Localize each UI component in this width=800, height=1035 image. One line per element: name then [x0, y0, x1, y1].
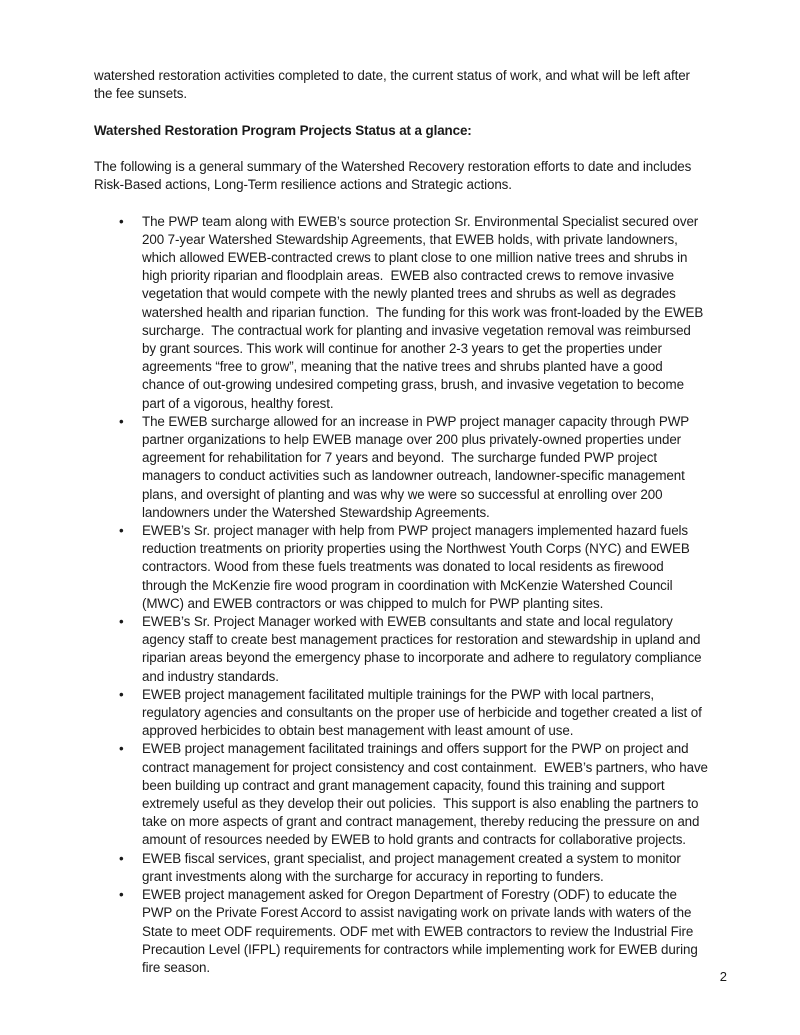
list-item: [94, 686, 708, 741]
bullet-marker: •: [119, 413, 124, 429]
list-item: [94, 850, 708, 886]
list-item-text: EWEB fiscal services, grant specialist, and project management created a system to monitor grant investments along with the surcharge for accuracy in reporting to funders.: [142, 850, 685, 884]
list-item-text: EWEB project management facilitated trainings and offers support for the PWP on project and contract management for project consistency and cost containment. EWEB’s partners, who have been building up contract and grant management capacity, found this training and support extremely useful as they develop their out policies. This support is also enabling the partners to take on more aspects of grant and contract management, thereby reducing the pressure on and amount of resources needed by EWEB to hold grants and contracts for collaborative projects.: [142, 741, 712, 848]
bullet-marker: •: [119, 686, 124, 702]
list-item-text: EWEB project management facilitated multiple trainings for the PWP with local partners, regulatory agencies and consultants on the proper use of herbicide and together created a list of approved herbicides to obtain best management with least amount of use.: [142, 686, 706, 739]
list-item: [94, 413, 708, 522]
opening-paragraph: watershed restoration activities completed to date, the current status of work, and what will be left after the fee sunsets.: [94, 68, 694, 102]
list-item-text: The EWEB surcharge allowed for an increase in PWP project manager capacity through PWP partner organizations to help EWEB manage over 200 plus privately-owned properties under agreement for rehabilitation for 7 years and beyond. The surcharge funded PWP project managers to conduct activities such as landowner outreach, landowner-specific management plans, and oversight of planting and was why we were so successful at enrolling over 200 landowners under the Watershed Stewardship Agreements.: [142, 413, 693, 520]
bullet-marker: •: [119, 523, 124, 539]
list-item: [94, 522, 708, 613]
bullet-marker: •: [119, 213, 124, 229]
bullet-marker: •: [119, 887, 124, 903]
bullet-marker: •: [119, 741, 124, 757]
bullet-marker: •: [119, 614, 124, 630]
page-number: 2: [719, 969, 727, 984]
list-item: [94, 740, 712, 849]
list-item: [94, 613, 708, 686]
bullet-marker: •: [119, 850, 124, 866]
bullet-list: [94, 213, 712, 978]
list-item-text: EWEB project management asked for Oregon Department of Forestry (ODF) to educate the PWP on the Private Forest Accord to assist navigating work on private lands with waters of the State to meet ODF requirements. ODF met with EWEB contractors to review the Industrial Fire Precaution Level (IFPL) requirements for contractors while implementing work for EWEB during fire season.: [142, 887, 702, 975]
page-content: [94, 67, 712, 977]
list-item: [94, 886, 708, 977]
list-item-text: EWEB’s Sr. project manager with help from PWP project managers implemented hazard fuels reduction treatments on priority properties using the Northwest Youth Corps (NYC) and EWEB contractors. Wood from these fuels treatments was donated to local residents as firewood through the McKenzie fire wood program in coordination with McKenzie Watershed Council (MWC) and EWEB contractors or was chipped to mulch for PWP planting sites.: [142, 523, 694, 611]
section-heading: Watershed Restoration Program Projects Status at a glance:: [94, 122, 472, 138]
list-item-text: EWEB’s Sr. Project Manager worked with EWEB consultants and state and local regulatory agency staff to create best management practices for restoration and stewardship in upland and riparian areas beyond the emergency phase to incorporate and adhere to regulatory compliance and industry standards.: [142, 614, 706, 684]
intro-paragraph: The following is a general summary of the Watershed Recovery restoration efforts to date and includes Risk-Based actions, Long-Term resilience actions and Strategic actions.: [94, 158, 695, 193]
list-item: [94, 213, 708, 413]
list-item-text: The PWP team along with EWEB’s source protection Sr. Environmental Specialist secured over 200 7-year Watershed Stewardship Agreements, that EWEB holds, with private landowners, which allowed EWEB-contracted crews to plant close to one million native trees and shrubs in high priority riparian and floodplain areas. EWEB also contracted crews to remove invasive vegetation that would compete with the newly planted trees and shrubs as well as degrades watershed health and riparian function. The funding for this work was front-loaded by the EWEB surcharge. The contractual work for planting and invasive vegetation removal was reimbursed by grant sources. This work will continue for another 2-3 years to get the properties under agreements “free to grow”, meaning that the native trees and shrubs planted have a good chance of out-growing undesired competing grass, brush, and invasive vegetation to become part of a vigorous, healthy forest.: [142, 213, 707, 411]
